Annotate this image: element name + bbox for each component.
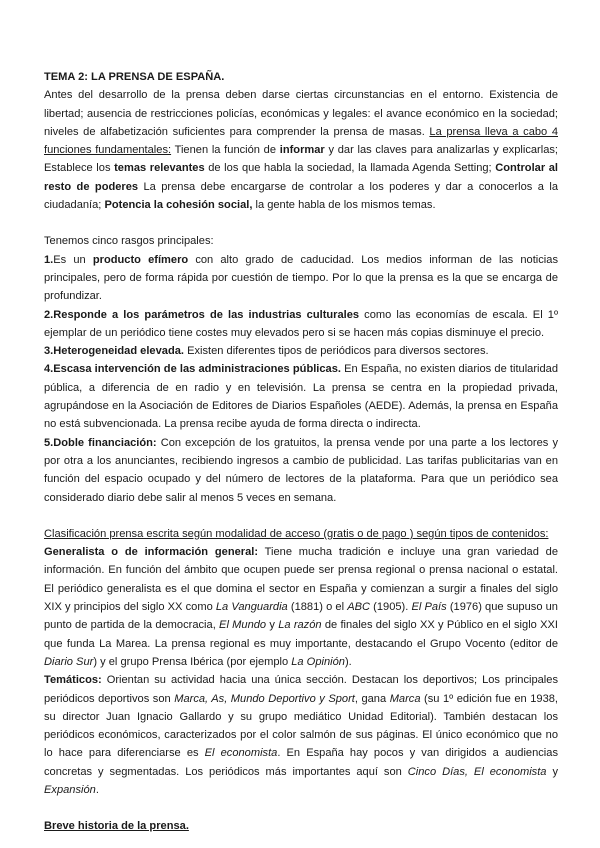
paragraph-text: ) y el grupo Prensa Ibérica (por ejemplo [93,655,292,668]
trait-title: Heterogeneidad elevada. [53,345,184,358]
function-social-cohesion: Potencia la cohesión social, [104,199,253,212]
trait-item-4 [44,360,558,433]
function-inform: informar [279,144,325,157]
trait-title: Responde a los parámetros de las industrias culturales [53,308,360,321]
generalist-paragraph [44,543,558,671]
trait-text: Con excepción de los gratuitos, la prensa vende por una parte a los lectores y por otra a los anunciantes, recibiendo ingresos a cambio de publicidad. Las tarifas publicitarias van en función del espacio ocupado y del número de lectores de la plataforma. Para que un periódico sea considerado diario debe salir al menos 5 veces en semana. [44,436,558,504]
newspaper-name: Expansión [44,783,96,796]
page-title: TEMA 2: LA PRENSA DE ESPAÑA. [44,71,225,83]
newspaper-name: El Mundo [219,619,267,632]
trait-number: 5. [44,436,54,449]
newspaper-name: Marca, As, Mundo Deportivo y Sport [174,692,355,705]
paragraph-text: . [95,783,99,796]
trait-number: 4. [44,363,54,376]
trait-text: como las economías de escala. El 1º ejemplar de un periódico tiene costes muy elevados pero si se hacen más copias disminuye el precio. [44,308,558,339]
newspaper-name: Marca [389,692,421,705]
paragraph-text: (1881) o el [287,601,348,614]
newspaper-name: Diario Sur [44,655,94,668]
spacer [44,799,558,817]
trait-title: Doble financiación: [53,436,157,449]
trait-item-2 [44,306,558,343]
newspaper-name: ABC [347,601,371,614]
paragraph-text: ). [344,655,352,668]
paragraph-text: y [546,765,558,778]
newspaper-name: La Vanguardia [215,601,288,614]
newspaper-name: Cinco Días, El economista [407,765,547,778]
paragraph-text: . En España hay pocos y van dirigidos a audiencias concretas y segmentadas. Los periódicos más importantes aquí son [44,747,558,778]
intro-text: Antes del desarrollo de la prensa deben darse ciertas circunstancias en el entorno. Existencia de libertad; ausencia de restricciones policías, económicas y legales: el avance económico en la sociedad; niveles de alfabetización suficientes para comprender la prensa de masas. [44,89,558,138]
trait-number: 3. [44,345,54,358]
thematic-paragraph [44,671,558,799]
trait-title: producto efímero [92,253,189,266]
paragraph-text: Tiene mucha tradición e incluye una gran variedad de información. En función del ámbito que ocupen puede ser prensa regional o prensa nacional o estatal. El periódico generalista es el que domina el sector en España y comienzan a surgir a finales del siglo XIX y principios del siglo XX como [44,546,559,614]
intro-text: de los que habla la sociedad, la llamada Agenda Setting; [204,162,496,175]
intro-paragraph [44,86,558,214]
paragraph-text: de finales del siglo XX y Público en el siglo XXI que funda La Marea. La prensa regional es muy importante, destacando el Grupo Vocento (editor de [44,619,558,650]
document-page [44,68,558,836]
traits-heading: Tenemos cinco rasgos principales: [44,235,214,248]
intro-text: Tienen la función de [171,144,280,157]
trait-number: 1. [44,253,54,266]
trait-item-3 [44,342,558,360]
trait-title: Escasa intervención de las administraciones públicas. [53,363,341,376]
paragraph-text: (su 1º edición fue en 1938, su director Juan Ignacio Gallardo y su grupo mediático Unidad Editorial). También destacan los periódicos económicos, caracterizados por el color salmón de sus páginas. El único económico que no lo hace para diferenciarse es [44,692,558,760]
newspaper-name: El País [411,601,447,614]
spacer [44,507,558,525]
functions-heading: La prensa lleva a cabo 4 funciones fundamentales: [44,125,558,157]
trait-text: En España, no existen diarios de titularidad pública, a diferencia de en radio y en televisión. La prensa se centra en la propiedad privada, agrupándose en la Asociación de Editores de Diarios Españoles (AEDE). Además, la prensa en España no está subvencionada. La prensa recibe ayuda de forma directa o indirecta. [44,363,558,431]
trait-text: con alto grado de caducidad. Los medios informan de las noticias principales, pero de forma rápida por cuestión de tiempo. Por lo que la prensa es la que se encarga de profundizar. [44,253,558,303]
history-heading: Breve historia de la prensa. [44,820,189,833]
paragraph-text: (1976) que supuso un punto de partida de la democracia, [44,601,558,632]
generalist-title: Generalista o de información general: [44,546,259,559]
thematic-title: Temáticos: [44,674,102,687]
intro-text: La prensa debe encargarse de controlar a los poderes y dar a conocerlos a la ciudadanía; [44,180,558,212]
newspaper-name: La Opinión [291,655,345,668]
intro-text: y dar las claves para analizarlas y explicarlas; Establece los [44,144,559,175]
trait-item-1 [44,251,558,306]
trait-item-5 [44,434,558,507]
trait-number: 2. [44,308,54,321]
paragraph-text: (1905). [370,601,412,614]
paragraph-text: Orientan su actividad hacia una única sección. Destacan los deportivos; Los principales periódicos deportivos son [44,674,558,705]
newspaper-name: La razón [278,619,322,632]
paragraph-text: , gana [354,692,390,705]
spacer [44,214,558,232]
trait-text: Existen diferentes tipos de periódicos para diversos sectores. [183,345,489,358]
intro-text: la gente habla de los mismos temas. [252,199,436,212]
trait-text: Es un [53,253,93,266]
function-relevant-topics: temas relevantes [114,162,205,175]
newspaper-name: El economista [204,747,278,760]
paragraph-text: y [266,619,279,632]
classification-heading: Clasificación prensa escrita según modalidad de acceso (gratis o de pago ) según tipos de contenidos: [44,527,549,540]
function-control-powers: Controlar al resto de poderes [44,162,558,193]
